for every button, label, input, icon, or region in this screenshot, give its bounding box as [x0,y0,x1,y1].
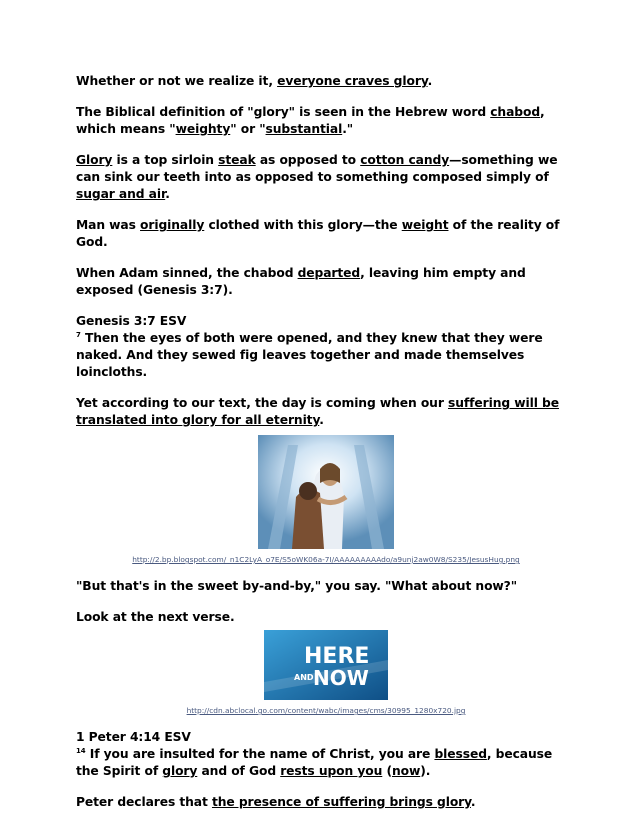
paragraph-9: Look at the next verse. [76,610,235,624]
paragraph-5: When Adam sinned, the chabod departed, leaving him empty and exposed (Genesis 3:7). [76,266,526,297]
here-and-now-image-block [76,630,576,715]
here-and-now-image [264,630,388,700]
jesus-hug-image-caption[interactable]: http://2.bp.blogspot.com/_n1C2LyA_o7E/S5oWK06a-7I/AAAAAAAAAdo/a9unj2aw0W8/S235/JesusHug.png [132,555,520,564]
verse-number: 14 [76,746,86,755]
verse-number: 7 [76,330,81,339]
scripture-text-peter: $^{14}$ If you are insulted for the name of Christ, you are blessed, because the Spirit of glory and of God rests upon you (now). [76,746,553,778]
scripture-text-genesis: $^7$ Then the eyes of both were opened, and they knew that they were naked. And they sewed fig leaves together and made themselves loincloths. [76,330,543,379]
now-text: NOW [313,666,369,690]
document-body [76,73,576,811]
paragraph-3: Glory is a top sirloin steak as opposed to cotton candy—something we can sink our teeth into as opposed to something composed simply of sugar and air. [76,153,558,201]
paragraph-1: Whether or not we realize it, everyone craves glory. [76,74,433,88]
paragraph-4: Man was originally clothed with this glory—the weight of the reality of God. [76,218,560,249]
here-text: HERE [304,644,370,669]
scripture-ref-genesis: Genesis 3:7 ESV [76,314,187,328]
here-and-now-image-caption[interactable]: http://cdn.abclocal.go.com/content/wabc/images/cms/30995_1280x720.jpg [186,706,466,715]
paragraph-8: "But that's in the sweet by-and-by," you say. "What about now?" [76,579,518,593]
paragraph-7: Yet according to our text, the day is coming when our suffering will be translated into glory for all eternity. [76,396,559,427]
jesus-hug-image [258,435,394,549]
scripture-ref-peter: 1 Peter 4:14 ESV [76,730,191,744]
paragraph-2: The Biblical definition of "glory" is seen in the Hebrew word chabod, which means "weighty" or "substantial." [76,105,545,136]
jesus-hug-image-block [76,435,576,564]
paragraph-11: Peter declares that the presence of suffering brings glory. [76,795,476,809]
and-text: AND [294,673,314,682]
